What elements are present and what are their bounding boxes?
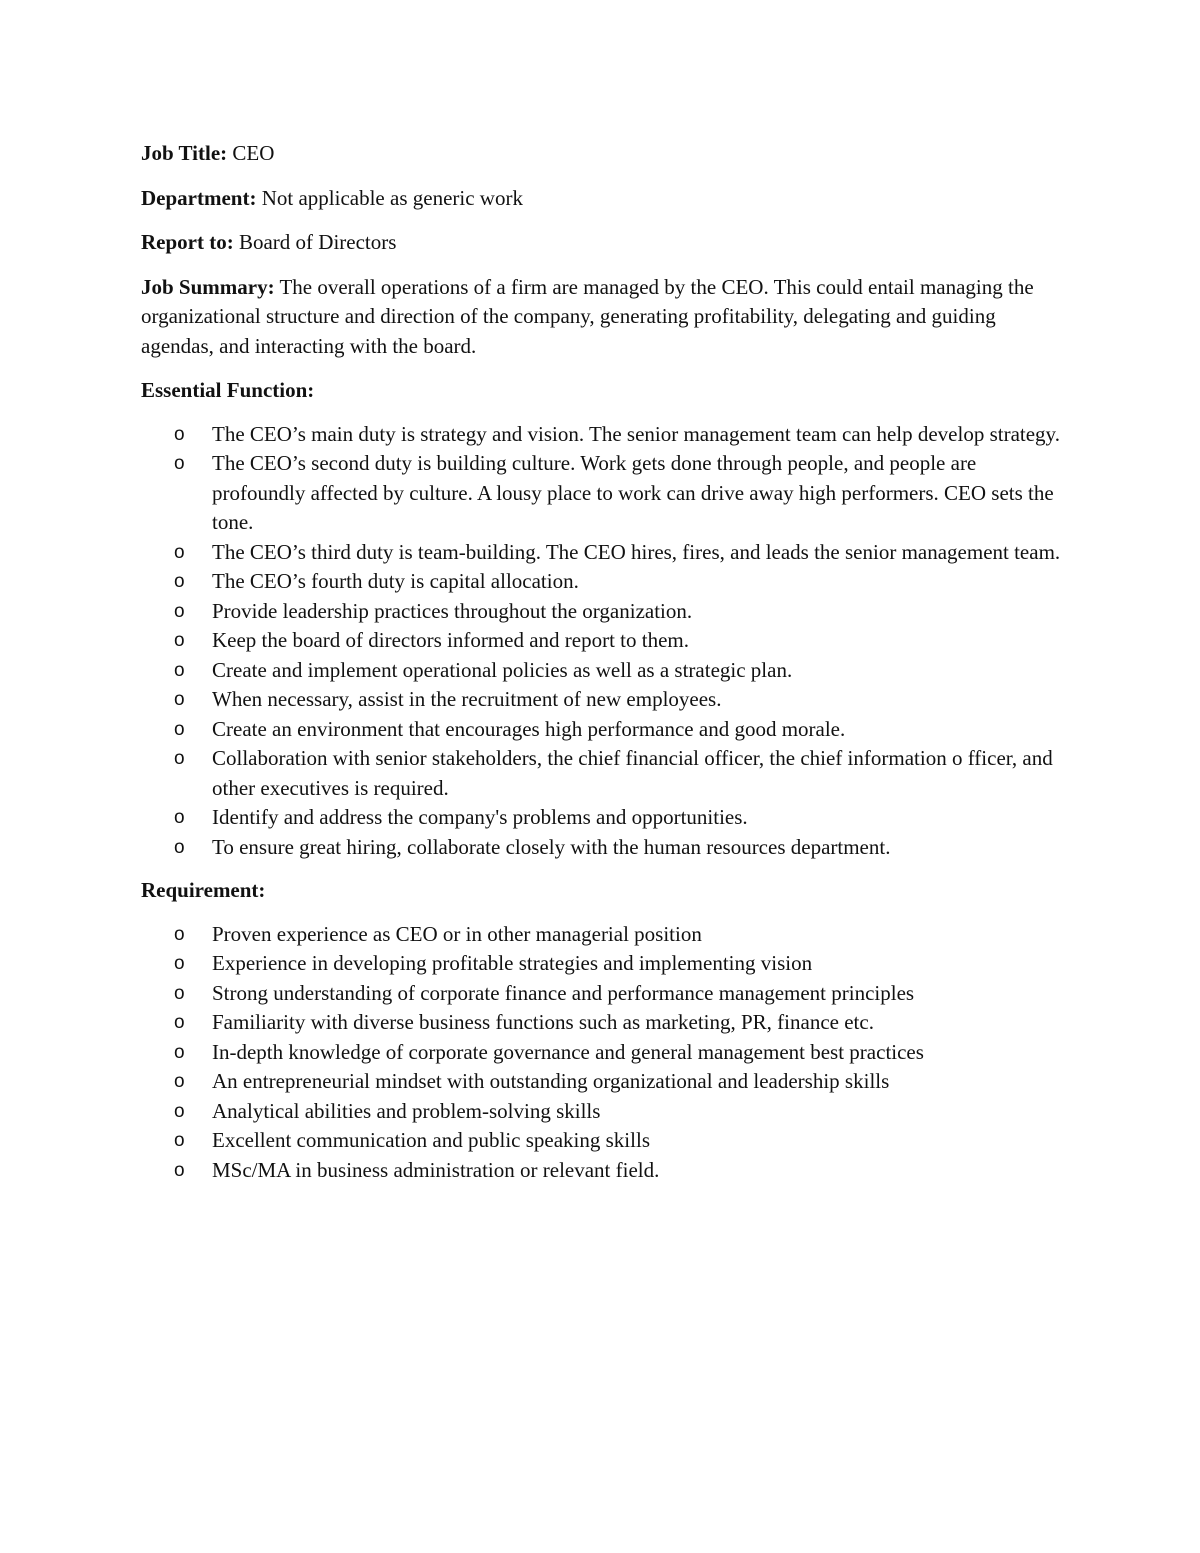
list-item	[141, 538, 1066, 568]
job-summary-label: Job Summary:	[141, 274, 275, 299]
job-summary-field	[141, 273, 1066, 362]
list-item-text: Create and implement operational policies as well as a strategic plan.	[212, 657, 793, 682]
list-item-text: Provide leadership practices throughout the organization.	[212, 598, 693, 623]
list-item	[141, 420, 1066, 450]
report-to-value: Board of Directors	[233, 230, 397, 254]
bullet-icon: o	[174, 659, 185, 681]
list-item	[141, 449, 1066, 538]
bullet-icon: o	[174, 1130, 185, 1151]
essential-function-heading: Essential Function:	[141, 378, 315, 402]
list-item-text: The CEO’s third duty is team-building. The CEO hires, fires, and leads the senior management team.	[212, 539, 1061, 564]
list-item-text: The CEO’s fourth duty is capital allocation.	[212, 569, 579, 593]
list-item	[141, 1126, 1066, 1156]
list-item	[141, 626, 1066, 656]
list-item	[141, 685, 1066, 715]
list-item-text: The CEO’s second duty is building culture. Work gets done through people, and people are profoundly affected by culture. A lousy place to work can drive away high performers. CEO sets the tone.	[212, 451, 1054, 534]
list-item	[141, 744, 1066, 803]
bullet-icon: o	[174, 689, 185, 710]
list-item-text: Proven experience as CEO or in other managerial position	[212, 921, 702, 946]
list-item-text: The CEO’s main duty is strategy and vision. The senior management team can help develop strategy.	[212, 421, 1060, 446]
list-item	[141, 920, 1066, 950]
list-item-text: Strong understanding of corporate finance and performance management principles	[212, 980, 915, 1005]
essential-function-list	[141, 420, 1066, 863]
list-item-text: Analytical abilities and problem-solving skills	[212, 1098, 601, 1123]
report-to-field	[141, 228, 1066, 258]
bullet-icon: o	[174, 1071, 185, 1092]
job-title-label: Job Title:	[141, 141, 228, 165]
list-item	[141, 1097, 1066, 1127]
job-title-field	[141, 139, 1066, 169]
requirement-heading: Requirement:	[141, 878, 266, 902]
list-item	[141, 1038, 1066, 1068]
bullet-icon: o	[174, 718, 185, 740]
list-item	[141, 1156, 1066, 1186]
list-item	[141, 1067, 1066, 1097]
bullet-icon: o	[174, 1100, 185, 1122]
department-label: Department:	[141, 185, 257, 210]
job-summary-value: The overall operations of a firm are managed by the CEO. This could entail managing the organizational structure and direction of the company, generating profitability, delegating and guiding agendas, and interacting with the board.	[141, 274, 1034, 358]
bullet-icon: o	[174, 1041, 185, 1063]
list-item-text: Excellent communication and public speaking skills	[212, 1128, 650, 1152]
list-item	[141, 803, 1066, 833]
list-item	[141, 567, 1066, 597]
job-title-value: CEO	[227, 141, 275, 165]
bullet-icon: o	[174, 541, 185, 563]
list-item-text: When necessary, assist in the recruitment of new employees.	[212, 687, 722, 711]
bullet-icon: o	[174, 600, 185, 622]
list-item	[141, 833, 1066, 863]
list-item	[141, 1008, 1066, 1038]
bullet-icon: o	[174, 748, 185, 769]
department-field	[141, 184, 1066, 214]
bullet-icon: o	[174, 982, 185, 1004]
document-page	[141, 139, 1066, 1199]
bullet-icon: o	[174, 1012, 185, 1033]
bullet-icon: o	[174, 571, 185, 592]
list-item	[141, 656, 1066, 686]
bullet-icon: o	[174, 807, 185, 828]
requirement-list	[141, 920, 1066, 1186]
list-item-text: Experience in developing profitable strategies and implementing vision	[212, 951, 813, 975]
bullet-icon: o	[174, 630, 185, 651]
bullet-icon: o	[174, 953, 185, 974]
list-item-text: MSc/MA in business administration or relevant field.	[212, 1157, 660, 1182]
bullet-icon: o	[174, 836, 185, 858]
list-item-text: Identify and address the company's problems and opportunities.	[212, 805, 748, 829]
department-value: Not applicable as generic work	[256, 185, 523, 210]
bullet-icon: o	[174, 453, 185, 474]
list-item-text: An entrepreneurial mindset with outstanding organizational and leadership skills	[212, 1069, 890, 1093]
list-item-text: In-depth knowledge of corporate governance and general management best practices	[212, 1039, 924, 1064]
list-item	[141, 979, 1066, 1009]
list-item-text: Create an environment that encourages high performance and good morale.	[212, 716, 846, 741]
bullet-icon: o	[174, 1159, 185, 1181]
list-item-text: Collaboration with senior stakeholders, the chief financial officer, the chief information o fficer, and other executives is required.	[212, 746, 1053, 800]
list-item-text: Keep the board of directors informed and report to them.	[212, 628, 690, 652]
list-item	[141, 597, 1066, 627]
bullet-icon: o	[174, 923, 185, 945]
list-item	[141, 715, 1066, 745]
bullet-icon: o	[174, 423, 185, 445]
list-item-text: To ensure great hiring, collaborate closely with the human resources department.	[212, 834, 891, 859]
list-item-text: Familiarity with diverse business functions such as marketing, PR, finance etc.	[212, 1010, 874, 1034]
list-item	[141, 949, 1066, 979]
report-to-label: Report to:	[141, 230, 234, 254]
